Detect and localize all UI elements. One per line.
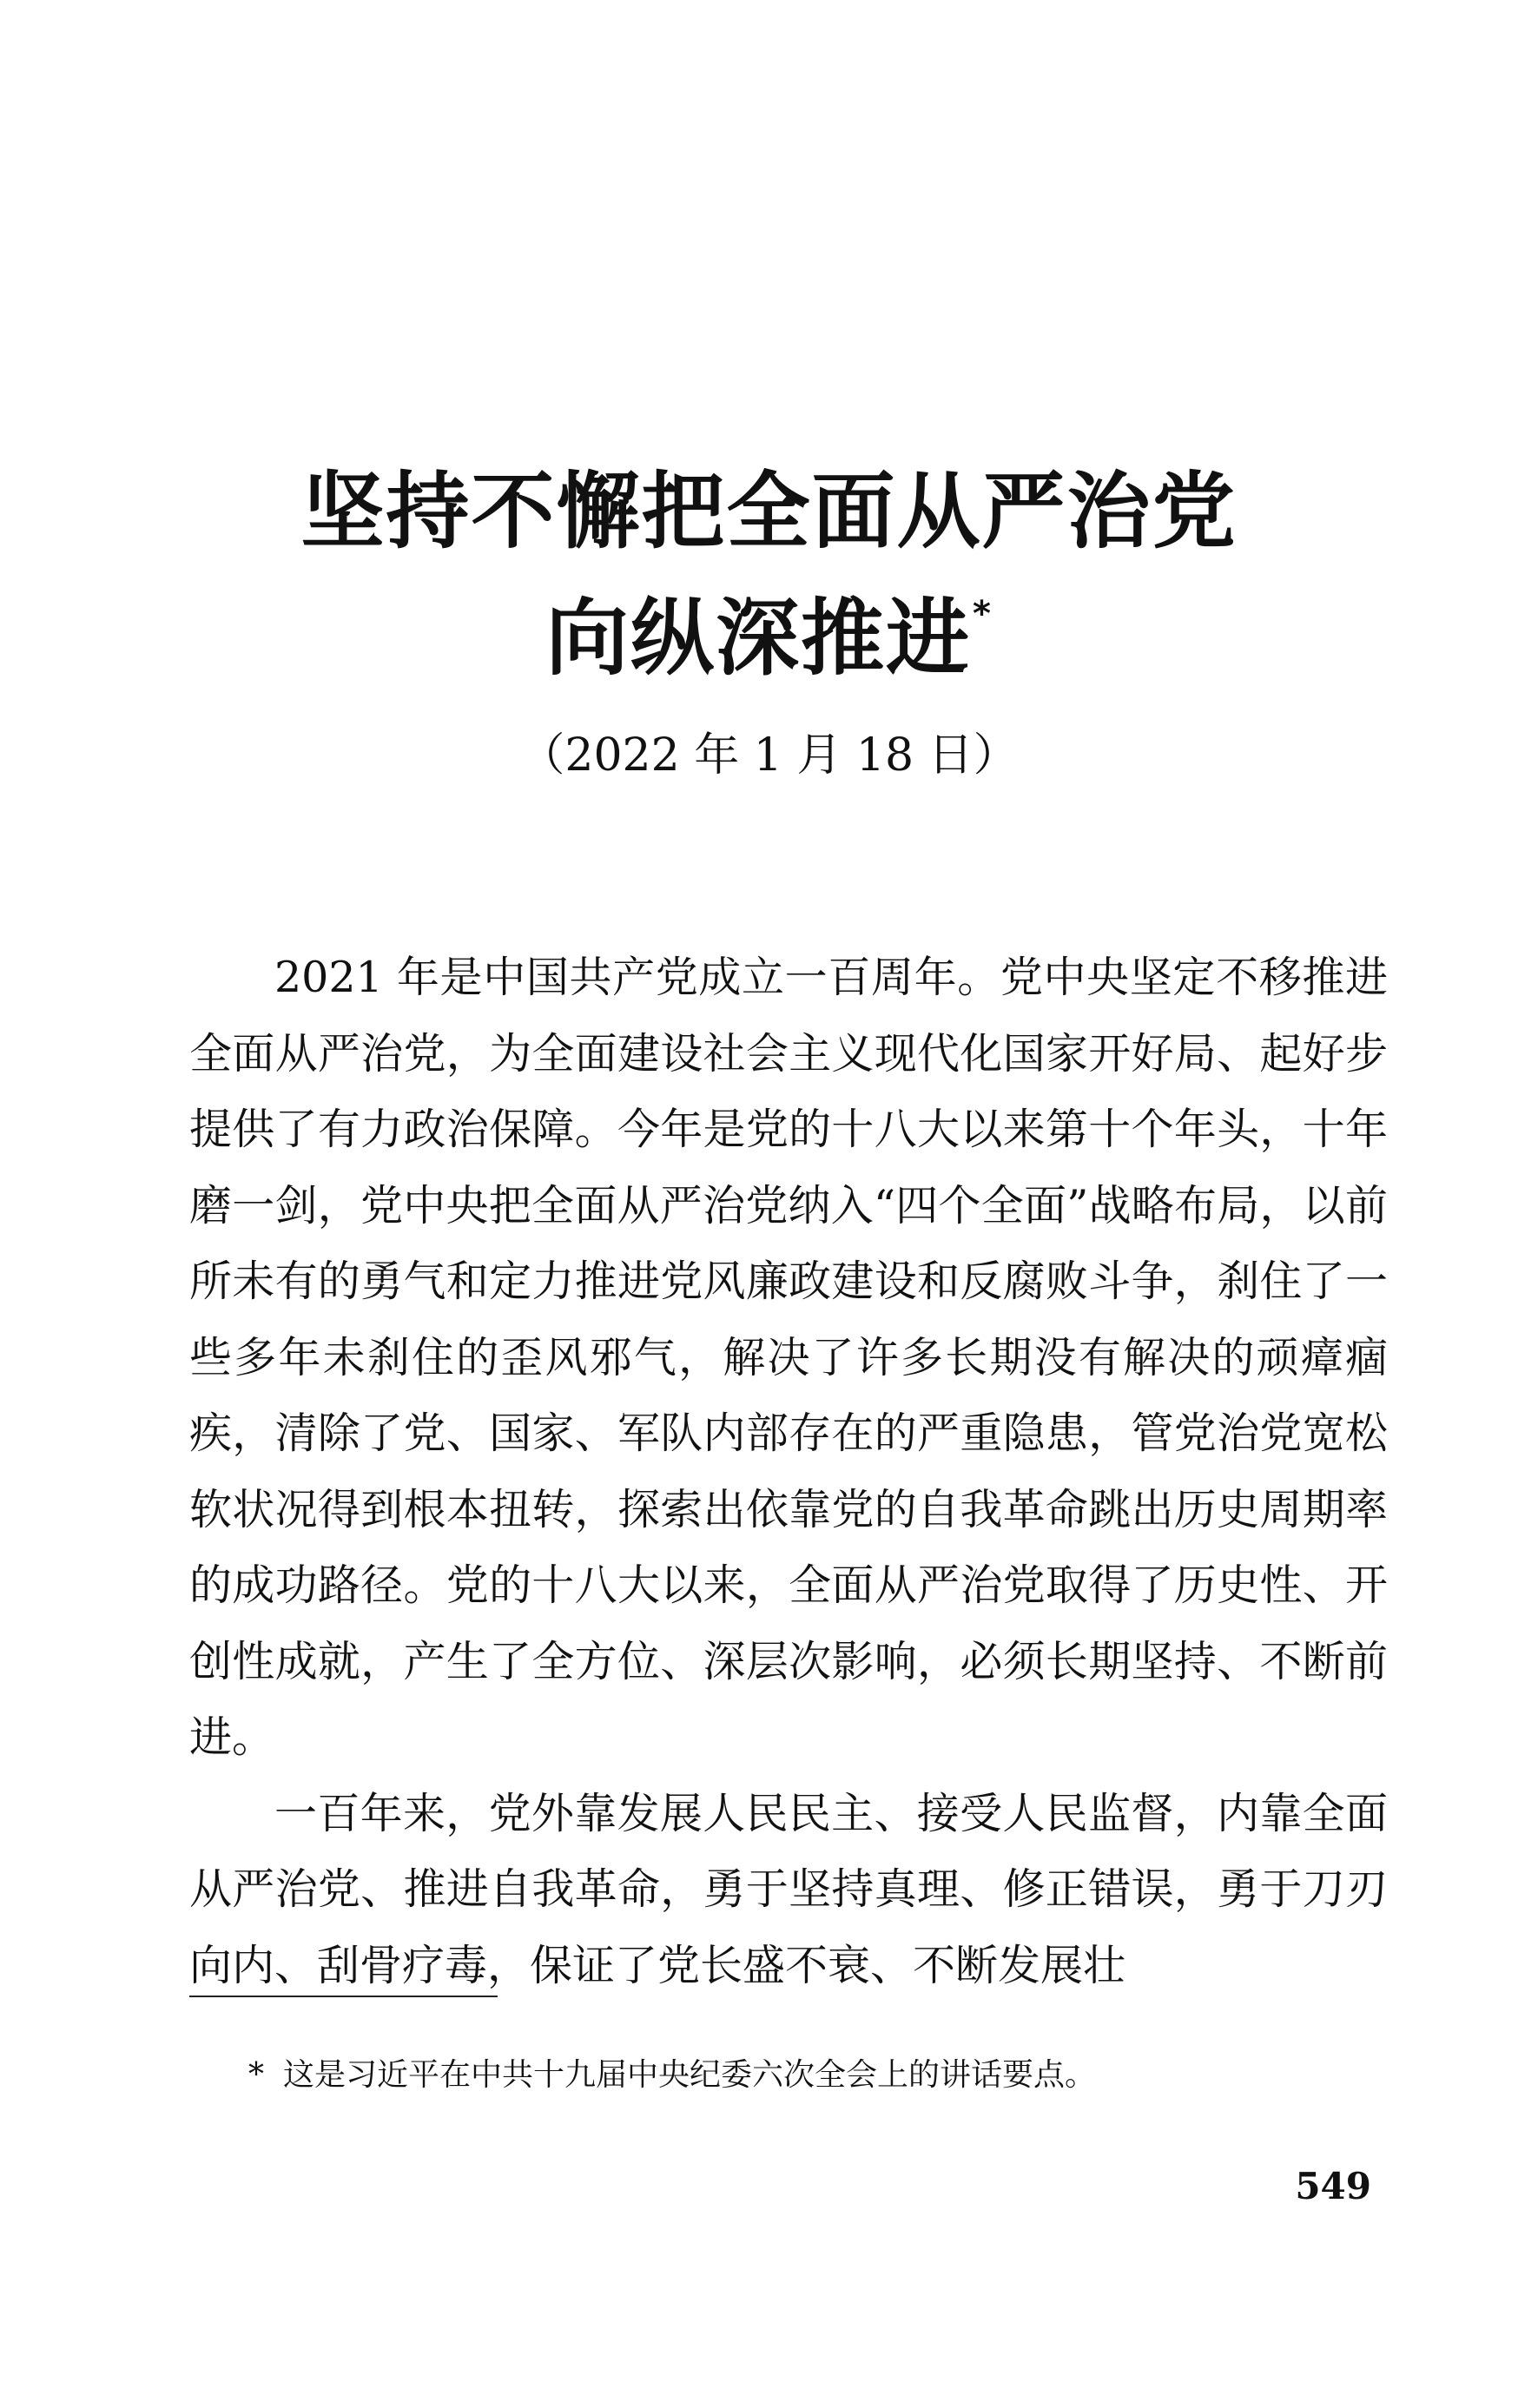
title-line-2 (0, 563, 1538, 689)
title-line-1: 坚持不懈把全面从严治党 (300, 463, 1238, 560)
speech-date: （2022 年 1 月 18 日） (519, 729, 1019, 782)
footnote-text: 这是习近平在中共十九届中央纪委六次全会上的讲话要点。 (283, 2057, 1097, 2093)
paragraph-2: 一百年来，党外靠发展人民民主、接受人民监督，内靠全面从严治党、推进自我革命，勇于坚持真理、修正错误，勇于刀刃向内、刮骨疗毒，保证了党长盛不衰、不断发展壮 (189, 1788, 1388, 1990)
paragraph-1: 2021 年是中国共产党成立一百周年。党中央坚定不移推进全面从严治党，为全面建设社会主义现代化国家开好局、起好步提供了有力政治保障。今年是党的十八大以来第十个年头，十年磨一剑，党中央把全面从严治党纳入“四个全面”战略布局，以前所未有的勇气和定力推进党风廉政建设和反腐败斗争，刹住了一些多年未刹住的歪风邪气，解决了许多长期没有解决的顽瘴痼疾，清除了党、国家、军队内部存在的严重隐患，管党治党宽松软状况得到根本扭转，探索出依靠党的自我革命跳出历史周期率的成功路径。党的十八大以来，全面从严治党取得了历史性、开创性成就，产生了全方位、深层次影响，必须长期坚持、不断前进。 (189, 953, 1388, 1762)
footnote (248, 2054, 1377, 2097)
article-title (0, 460, 1538, 689)
footnote-marker: * (248, 2057, 264, 2093)
title-line-2-text: 向纵深推进 (545, 590, 972, 687)
article-body (189, 940, 1388, 2003)
footnote-divider (189, 1996, 498, 1997)
title-footnote-marker: * (973, 594, 993, 634)
page-number: 549 (1295, 2165, 1371, 2207)
